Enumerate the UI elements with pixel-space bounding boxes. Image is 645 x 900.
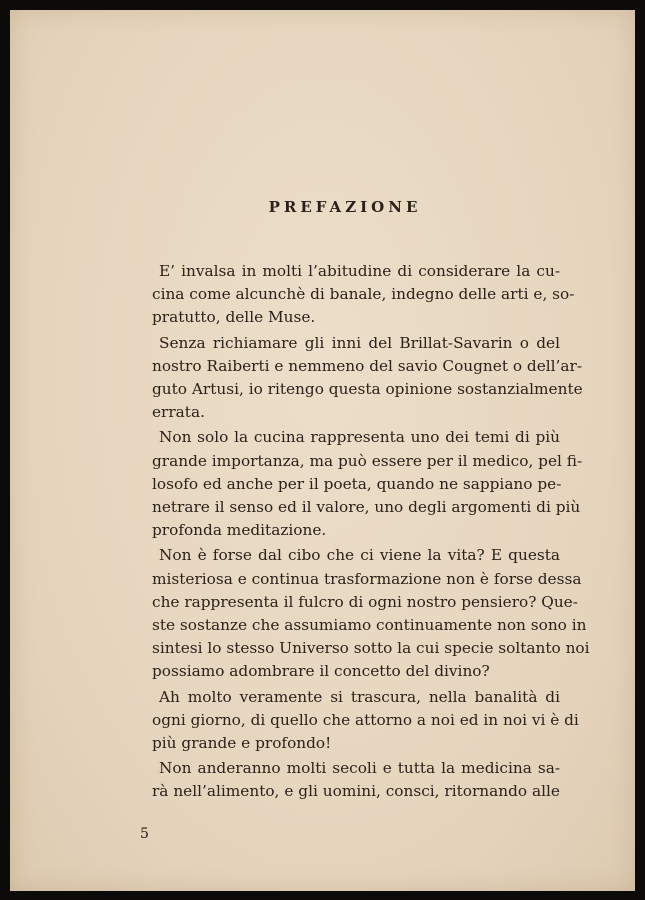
text-line: che rappresenta il fulcro di ogni nostro pensiero? Que- — [152, 592, 578, 611]
text-line: errata. — [152, 403, 205, 422]
text-line: E’ invalsa in molti l’abitudine di considerare la cu- — [159, 262, 560, 280]
text-line: guto Artusi, io ritengo questa opinione sostanzialmente — [152, 380, 583, 399]
paragraph — [152, 686, 579, 756]
text-line: grande importanza, ma può essere per il medico, pel fi- — [152, 451, 583, 470]
text-line: netrare il senso ed il valore, uno degli argomenti di più — [152, 498, 581, 517]
paragraph — [152, 426, 583, 542]
paragraph — [152, 332, 583, 425]
preface-text — [152, 260, 590, 806]
text-line: profonda meditazione. — [152, 521, 327, 540]
text-line: nostro Raiberti e nemmeno del savio Cougnet o dell’ar- — [152, 356, 583, 375]
text-line: rà nell’alimento, e gli uomini, consci, ritornando alle — [152, 782, 560, 801]
text-line: Non solo la cucina rappresenta uno dei temi di più — [159, 428, 560, 447]
paragraph — [152, 544, 590, 683]
text-line: Non è forse dal cibo che ci viene la vita? E questa — [159, 546, 560, 565]
text-line: Senza richiamare gli inni del Brillat-Savarin o del — [159, 333, 560, 352]
text-line: misteriosa e continua trasformazione non è forse dessa — [152, 569, 582, 588]
text-line: Ah molto veramente si trascura, nella banalità di — [159, 687, 560, 706]
text-line: sintesi lo stesso Universo sotto la cui specie soltanto noi — [152, 639, 590, 658]
text-line: Non anderanno molti secoli e tutta la medicina sa- — [159, 759, 560, 778]
text-line: cina come alcunchè di banale, indegno delle arti e, so- — [152, 285, 575, 304]
text-line: possiamo adombrare il concetto del divino? — [152, 662, 490, 681]
text-line: ste sostanze che assumiamo continuamente non sono in — [152, 616, 587, 635]
text-line: pratutto, delle Muse. — [152, 308, 316, 327]
text-line: losofo ed anche per il poeta, quando ne sappiano pe- — [152, 474, 562, 493]
paragraph — [152, 757, 560, 803]
text-line: più grande e profondo! — [152, 734, 332, 753]
text-line: ogni giorno, di quello che attorno a noi ed in noi vi è di — [152, 710, 579, 729]
paragraph — [152, 260, 575, 330]
page-number: 5 — [140, 826, 149, 842]
book-page — [10, 10, 635, 891]
page-title: PREFAZIONE — [268, 198, 422, 216]
